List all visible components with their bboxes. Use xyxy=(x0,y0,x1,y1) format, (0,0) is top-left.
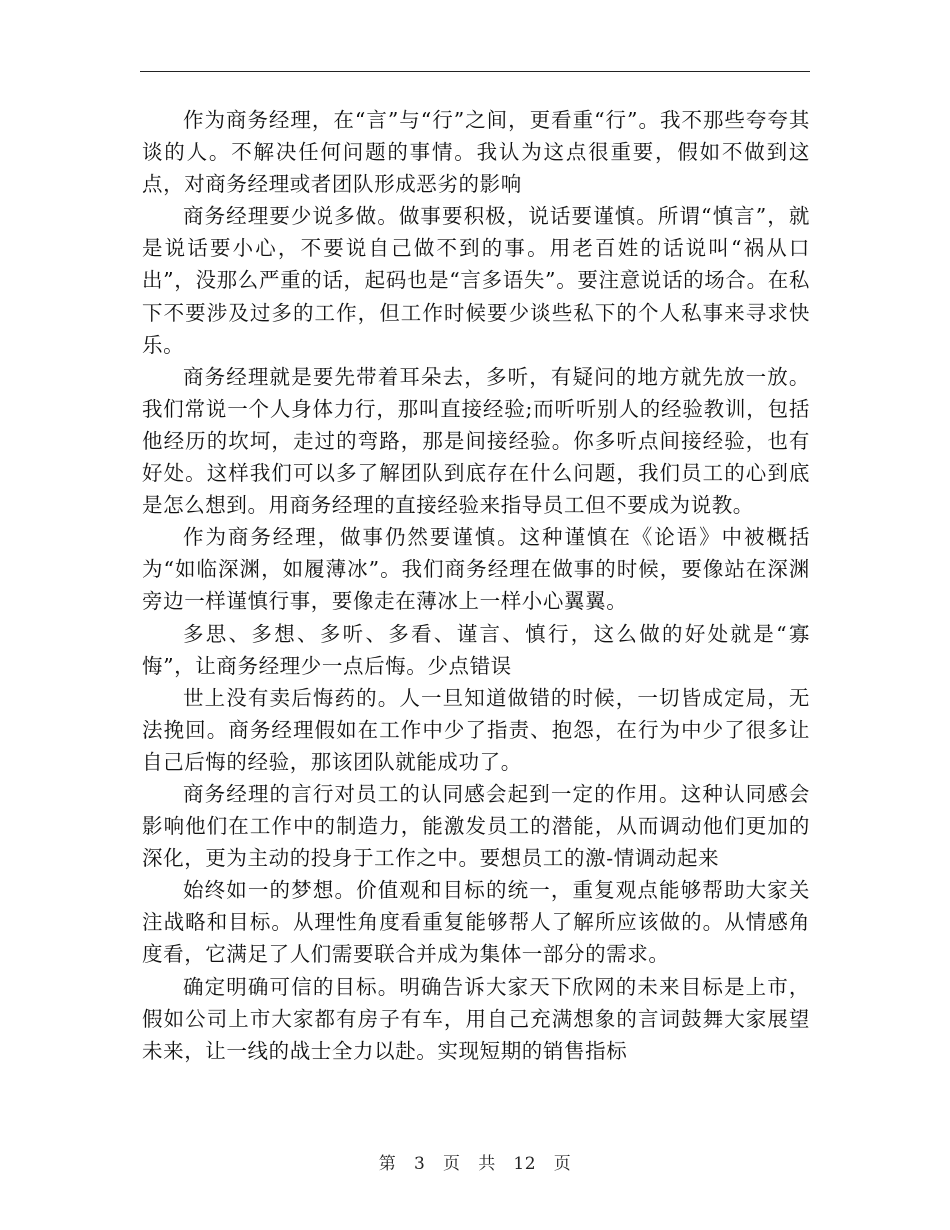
page-footer xyxy=(0,1149,950,1174)
document-body xyxy=(142,104,810,1067)
current-page-number: 3 xyxy=(413,1154,426,1174)
paragraph: 多思、多想、多听、多看、谨言、慎行，这么做的好处就是“寡悔”，让商务经理少一点后悔。少点错误 xyxy=(142,621,810,678)
paragraph: 作为商务经理，在“言”与“行”之间，更看重“行”。我不那些夸夸其谈的人。不解决任何问题的事情。我认为这点很重要，假如不做到这点，对商务经理或者团队形成恶劣的影响 xyxy=(142,108,810,197)
paragraph: 商务经理的言行对员工的认同感会起到一定的作用。这种认同感会影响他们在工作中的制造力，能激发员工的潜能，从而调动他们更加的深化，更为主动的投身于工作之中。要想员工的激-情调动起来 xyxy=(142,781,810,871)
paragraph: 世上没有卖后悔药的。人一旦知道做错的时候，一切皆成定局，无法挽回。商务经理假如在工作中少了指责、抱怨，在行为中少了很多让自己后悔的经验，那该团队就能成功了。 xyxy=(142,685,810,774)
footer-total-word: 共 xyxy=(478,1154,496,1174)
footer-prefix: 第 xyxy=(378,1154,397,1174)
paragraph: 商务经理要少说多做。做事要积极，说话要谨慎。所谓“慎言”，就是说话要小心，不要说自己做不到的事。用老百姓的话说叫“祸从口出”，没那么严重的话，起码也是“言多语失”。要注意说话的场合。在私下不要涉及过多的工作，但工作时候要少谈些私下的个人私事来寻求快乐。 xyxy=(142,204,810,357)
total-pages-number: 12 xyxy=(513,1154,537,1174)
paragraph: 作为商务经理，做事仍然要谨慎。这种谨慎在《论语》中被概括为“如临深渊，如履薄冰”。我们商务经理在做事的时候，要像站在深渊旁边一样谨慎行事，要像走在薄冰上一样小心翼翼。 xyxy=(142,525,810,614)
footer-page-word: 页 xyxy=(442,1154,461,1174)
header-rule xyxy=(140,71,810,72)
paragraph: 确定明确可信的目标。明确告诉大家天下欣网的未来目标是上市，假如公司上市大家都有房子有车，用自己充满想象的言词鼓舞大家展望未来，让一线的战士全力以赴。实现短期的销售指标 xyxy=(142,974,810,1063)
paragraph: 始终如一的梦想。价值观和目标的统一，重复观点能够帮助大家关注战略和目标。从理性角度看重复能够帮人了解所应该做的。从情感角度看，它满足了人们需要联合并成为集体一部分的需求。 xyxy=(142,878,810,967)
footer-suffix: 页 xyxy=(553,1154,572,1174)
paragraph: 商务经理就是要先带着耳朵去，多听，有疑问的地方就先放一放。我们常说一个人身体力行，那叫直接经验;而听听别人的经验教训，包括他经历的坎坷，走过的弯路，那是间接经验。你多听点间接经验，也有好处。这样我们可以多了解团队到底存在什么问题，我们员工的心到底是怎么想到。用商务经理的直接经验来指导员工但不要成为说教。 xyxy=(142,364,810,518)
